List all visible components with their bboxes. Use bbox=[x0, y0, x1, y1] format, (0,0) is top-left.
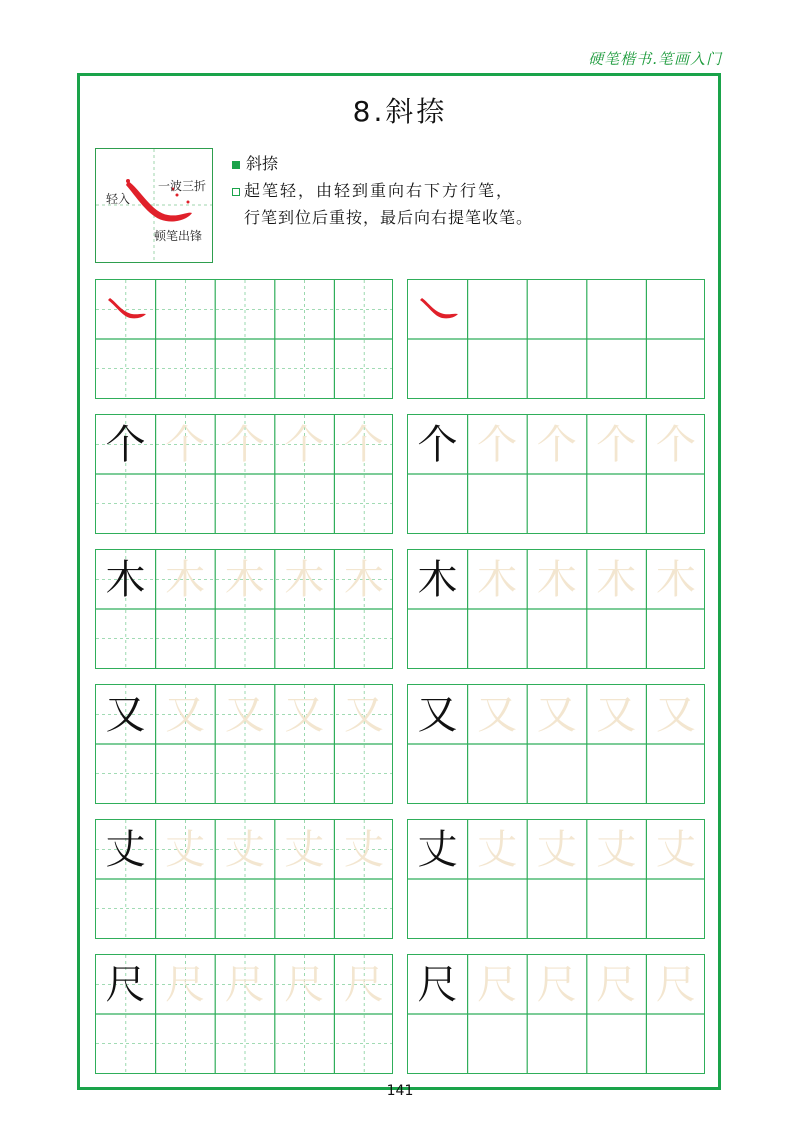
model-character: 又 bbox=[417, 691, 458, 738]
trace-character[interactable]: 丈 bbox=[343, 826, 384, 873]
trace-character[interactable]: 木 bbox=[655, 556, 696, 603]
trace-character[interactable]: 木 bbox=[224, 556, 265, 603]
trace-character[interactable]: 尺 bbox=[224, 961, 265, 1008]
trace-character[interactable]: 又 bbox=[284, 691, 325, 738]
trace-character[interactable]: 个 bbox=[655, 421, 696, 468]
practice-grid bbox=[407, 684, 705, 804]
trace-character[interactable]: 个 bbox=[165, 421, 206, 468]
red-stroke-sample-icon bbox=[108, 298, 146, 318]
trace-character[interactable]: 尺 bbox=[284, 961, 325, 1008]
practice-grid bbox=[95, 549, 393, 669]
model-character: 尺 bbox=[105, 961, 146, 1008]
practice-grid bbox=[95, 279, 393, 399]
practice-grid bbox=[95, 819, 393, 939]
trace-character[interactable]: 木 bbox=[284, 556, 325, 603]
trace-character[interactable]: 个 bbox=[596, 421, 637, 468]
model-character: 木 bbox=[417, 556, 458, 603]
practice-grid bbox=[407, 954, 705, 1074]
description-heading-row bbox=[232, 150, 533, 177]
trace-character[interactable]: 个 bbox=[477, 421, 518, 468]
model-character: 又 bbox=[105, 691, 146, 738]
stroke-description bbox=[232, 150, 533, 231]
trace-character[interactable]: 又 bbox=[536, 691, 577, 738]
model-character: 个 bbox=[417, 421, 458, 468]
demo-label-light-entry: 轻入 bbox=[106, 192, 131, 206]
practice-grid bbox=[407, 549, 705, 669]
trace-character[interactable]: 个 bbox=[343, 421, 384, 468]
page-number: 141 bbox=[386, 1083, 414, 1099]
trace-character[interactable]: 又 bbox=[477, 691, 518, 738]
header-book-title: 硬笔楷书.笔画入门 bbox=[588, 50, 722, 68]
demo-label-pause-exit: 顿笔出锋 bbox=[154, 229, 203, 243]
model-character: 丈 bbox=[417, 826, 458, 873]
model-character: 尺 bbox=[417, 961, 458, 1008]
page-title: 8.斜捺 bbox=[352, 95, 448, 128]
trace-character[interactable]: 丈 bbox=[536, 826, 577, 873]
trace-character[interactable]: 木 bbox=[536, 556, 577, 603]
trace-character[interactable]: 又 bbox=[596, 691, 637, 738]
description-line-1-row bbox=[232, 177, 533, 204]
green-square-bullet-icon bbox=[232, 161, 240, 169]
model-character: 木 bbox=[105, 556, 146, 603]
trace-character[interactable]: 尺 bbox=[655, 961, 696, 1008]
trace-character[interactable]: 丈 bbox=[596, 826, 637, 873]
practice-grid bbox=[407, 279, 705, 399]
practice-grid bbox=[407, 819, 705, 939]
description-line-2: 行笔到位后重按，最后向右提笔收笔。 bbox=[244, 208, 534, 227]
trace-character[interactable]: 木 bbox=[165, 556, 206, 603]
practice-grid bbox=[95, 414, 393, 534]
hollow-square-bullet-icon bbox=[232, 188, 240, 196]
trace-character[interactable]: 尺 bbox=[165, 961, 206, 1008]
trace-character[interactable]: 尺 bbox=[596, 961, 637, 1008]
trace-character[interactable]: 又 bbox=[655, 691, 696, 738]
grid-lines bbox=[96, 280, 392, 398]
stroke-demo-box bbox=[95, 148, 213, 263]
trace-character[interactable]: 个 bbox=[224, 421, 265, 468]
trace-character[interactable]: 丈 bbox=[655, 826, 696, 873]
trace-character[interactable]: 又 bbox=[165, 691, 206, 738]
red-stroke-sample-icon bbox=[420, 298, 458, 318]
trace-character[interactable]: 尺 bbox=[477, 961, 518, 1008]
trace-character[interactable]: 个 bbox=[536, 421, 577, 468]
model-character: 个 bbox=[105, 421, 146, 468]
practice-grid bbox=[95, 684, 393, 804]
trace-character[interactable]: 又 bbox=[343, 691, 384, 738]
description-line-1: 起笔轻，由轻到重向右下方行笔， bbox=[244, 181, 515, 200]
trace-character[interactable]: 木 bbox=[343, 556, 384, 603]
demo-label-wave: 一波三折 bbox=[158, 179, 207, 193]
trace-character[interactable]: 木 bbox=[477, 556, 518, 603]
model-character: 丈 bbox=[105, 826, 146, 873]
practice-grid bbox=[95, 954, 393, 1074]
trace-character[interactable]: 木 bbox=[596, 556, 637, 603]
trace-character[interactable]: 丈 bbox=[284, 826, 325, 873]
grid-lines bbox=[408, 280, 704, 398]
trace-character[interactable]: 尺 bbox=[343, 961, 384, 1008]
trace-character[interactable]: 又 bbox=[224, 691, 265, 738]
practice-grid bbox=[407, 414, 705, 534]
description-heading: 斜捺 bbox=[246, 154, 279, 173]
trace-character[interactable]: 丈 bbox=[477, 826, 518, 873]
trace-character[interactable]: 丈 bbox=[224, 826, 265, 873]
trace-character[interactable]: 丈 bbox=[165, 826, 206, 873]
trace-character[interactable]: 尺 bbox=[536, 961, 577, 1008]
trace-character[interactable]: 个 bbox=[284, 421, 325, 468]
